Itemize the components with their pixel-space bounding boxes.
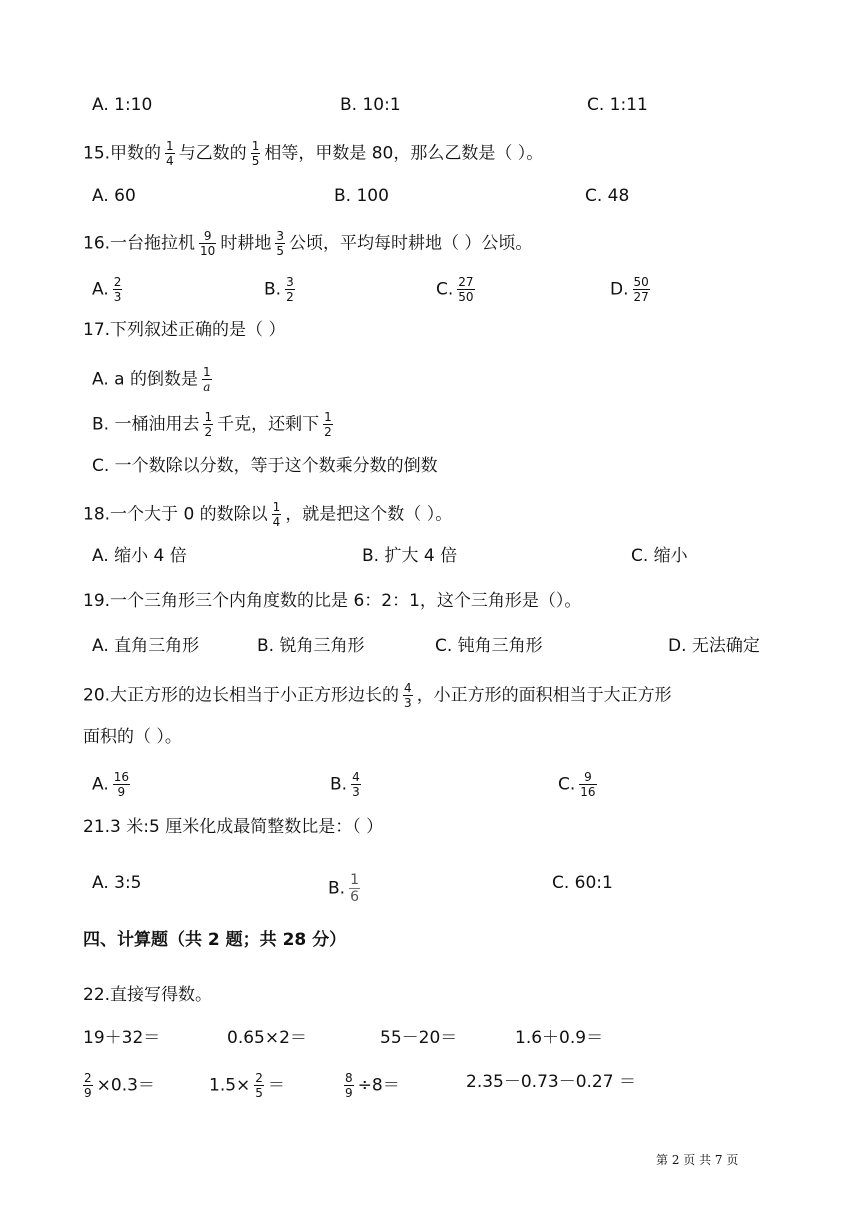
q22-stem: 22.直接写得数。 (83, 985, 213, 1005)
q15-option-b: B. 100 (334, 186, 389, 206)
q18-stem: 18.一个大于 0 的数除以 $\frac{1}{4}$ ，就是把这个数（ ）。 (83, 500, 453, 529)
q16-option-c: C. $\frac{27}{50}$ (436, 275, 474, 304)
q16-option-a: A. $\frac{2}{3}$ (92, 275, 122, 304)
fraction: $\frac{4}{3}$ (404, 681, 412, 710)
q20-stem-line2: 面积的（ ）。 (83, 727, 182, 747)
q17-option-b: B. 一桶油用去 $\frac{1}{2}$ 千克，还剩下 $\frac{1}{2}$ (92, 410, 332, 439)
q20-option-a: A. $\frac{16}{9}$ (92, 770, 130, 799)
calc-item: 0.65×2＝ (227, 1028, 307, 1048)
q15-option-a: A. 60 (92, 186, 136, 206)
q18-option-a: A. 缩小 4 倍 (92, 546, 187, 566)
q21-stem: 21.3 米:5 厘米化成最简整数比是：（ ） (83, 817, 384, 837)
fraction: $\frac{3}{5}$ (276, 229, 284, 258)
q20-option-c: C. $\frac{9}{16}$ (558, 770, 596, 799)
q16-stem: 16.一台拖拉机 $\frac{9}{10}$ 时耕地 $\frac{3}{5}$ 公顷，平均每时耕地（ ）公顷。 (83, 229, 533, 258)
q17-stem: 17.下列叙述正确的是（ ） (83, 320, 286, 340)
fraction: $\frac{1}{4}$ (166, 139, 174, 168)
q17-option-a: A. a 的倒数是 $\frac{1}{a}$ (92, 365, 211, 394)
q20-stem-line1: 20.大正方形的边长相当于小正方形边长的 $\frac{4}{3}$ ，小正方形的面积相当于大正方形 (83, 681, 672, 710)
q14-option-c: C. 1:11 (587, 95, 648, 115)
calc-item: 1.6＋0.9＝ (515, 1028, 604, 1048)
fraction: $\frac{1}{5}$ (251, 139, 260, 168)
q16-option-d: D. $\frac{50}{27}$ (610, 275, 649, 304)
q21-option-c: C. 60:1 (552, 873, 613, 893)
page-number: 第 2 页 共 7 页 (656, 1153, 739, 1167)
q19-option-a: A. 直角三角形 (92, 636, 200, 656)
section-heading: 四、计算题（共 2 题；共 28 分） (83, 930, 347, 950)
q15-stem: 15.甲数的 $\frac{1}{4}$ 与乙数的 $\frac{1}{5}$ 相等，甲数是 80，那么乙数是（ ）。 (83, 139, 544, 168)
calc-item: 55－20＝ (380, 1028, 458, 1048)
q15-option-c: C. 48 (585, 186, 630, 206)
calc-item: $\frac{2}{9}$ ×0.3＝ (84, 1071, 155, 1100)
q18-option-c: C. 缩小 (631, 546, 688, 566)
q19-option-b: B. 锐角三角形 (257, 636, 365, 656)
fraction: $\frac{9}{10}$ (200, 229, 216, 258)
q21-option-b: B. $\frac{1}{6}$ (328, 872, 359, 905)
q19-option-d: D. 无法确定 (668, 636, 760, 656)
q14-option-b: B. 10:1 (340, 95, 401, 115)
calc-item: 19＋32＝ (83, 1028, 161, 1048)
q17-option-c: C. 一个数除以分数，等于这个数乘分数的倒数 (92, 456, 438, 476)
fraction: $\frac{1}{4}$ (272, 500, 281, 529)
q18-option-b: B. 扩大 4 倍 (362, 546, 458, 566)
calc-item: 2.35－0.73－0.27 ＝ (466, 1072, 636, 1092)
q16-option-b: B. $\frac{3}{2}$ (264, 275, 294, 304)
q20-option-b: B. $\frac{4}{3}$ (330, 770, 360, 799)
q19-stem: 19.一个三角形三个内角度数的比是 6：2：1，这个三角形是（）。 (83, 591, 582, 611)
q19-option-c: C. 钝角三角形 (435, 636, 543, 656)
q21-option-a: A. 3:5 (92, 873, 142, 893)
calc-item: $\frac{8}{9}$ ÷8＝ (345, 1071, 400, 1100)
q14-option-a: A. 1:10 (92, 95, 153, 115)
calc-item: 1.5× $\frac{2}{5}$ ＝ (209, 1071, 285, 1100)
